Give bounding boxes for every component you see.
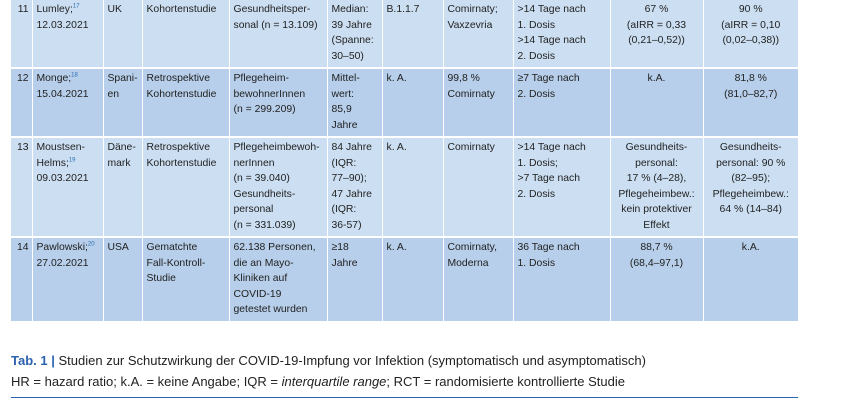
land-line: mark (107, 157, 131, 169)
author-line (37, 71, 99, 87)
eff2-line: k.A. (741, 242, 760, 253)
eff2-line: (82–95); (731, 173, 771, 184)
age-cell (327, 0, 382, 68)
eff2-cell (703, 0, 798, 68)
timepoint-line: >7 Tage nach (517, 173, 580, 184)
eff1-line: Effekt (643, 219, 670, 231)
table-row (11, 237, 798, 321)
timepoint-cell (513, 237, 610, 321)
design-line: Retrospektive (146, 142, 211, 153)
author-line: Moustsen- (36, 142, 86, 153)
eff1-line: (0,21–0,52)) (628, 35, 685, 46)
variant-line: k. A. (386, 142, 407, 153)
author-cell (32, 237, 103, 321)
row-number: 14 (16, 242, 29, 253)
author-line: 09.03.2021 (36, 173, 89, 184)
table-row (11, 0, 798, 68)
author-line (37, 240, 99, 256)
age-line: 39 Jahre (331, 19, 372, 31)
age-line: (IQR: (331, 204, 357, 215)
eff1-line: (aIRR = 0,33 (626, 19, 687, 31)
land-line: en (107, 88, 120, 100)
caption-bottom-rule (11, 397, 798, 398)
timepoint-line: 1. Dosis (517, 257, 556, 269)
eff2-line: (0,02–0,38)) (722, 35, 780, 46)
caption-title: Studien zur Schutzwirkung der COVID-19-Impfung vor Infektion (symptomatisch und asymptomatisch) (58, 353, 646, 368)
author-name: Pawlowski; (36, 242, 88, 253)
vaccine-cell (443, 0, 513, 68)
author-line (37, 2, 99, 18)
land-cell (103, 68, 142, 137)
eff1-line: 17 % (4–28), (626, 173, 687, 184)
population-line: (n = 331.039) (233, 219, 296, 231)
land-line: Spani- (107, 73, 138, 84)
age-cell (327, 137, 382, 237)
eff1-line: 88,7 % (640, 242, 673, 253)
table-row (11, 68, 798, 137)
caption-title-line (11, 350, 798, 371)
author-line (37, 156, 99, 172)
caption-abbrev-after: ; RCT = randomisierte kontrollierte Studie (386, 374, 625, 389)
population-line: Gesundheitsper- (233, 4, 311, 15)
population-line: Gesundheits- (233, 188, 296, 200)
vaccine-line: Comirnaty (447, 88, 495, 100)
eff1-line: k.A. (647, 73, 666, 84)
eff1-cell (610, 237, 703, 321)
eff2-line: (aIRR = 0,10 (721, 19, 781, 31)
author-line: 15.04.2021 (36, 88, 89, 100)
population-cell (229, 0, 327, 68)
eff1-line: Pflegeheimbew.: (618, 188, 695, 200)
age-line: 84 Jahre (331, 142, 372, 153)
row-number-cell (11, 237, 32, 321)
variant-line: k. A. (386, 242, 407, 253)
land-line: USA (107, 242, 129, 253)
reference-number: 18 (71, 72, 78, 79)
author-line: 12.03.2021 (36, 19, 89, 31)
timepoint-line: 1. Dosis (517, 19, 556, 31)
design-cell (142, 0, 229, 68)
land-line: Däne- (107, 142, 136, 153)
variant-cell (382, 237, 443, 321)
age-line: 36-57) (331, 219, 362, 231)
age-line: (IQR: (331, 157, 357, 169)
eff2-line: personal: 90 % (716, 157, 786, 169)
age-line: 85,9 (331, 104, 352, 115)
design-line: Kohortenstudie (146, 4, 217, 15)
population-line: Pflegeheimbewoh- (233, 142, 320, 153)
timepoint-line: 1. Dosis; (517, 157, 558, 169)
population-cell (229, 237, 327, 321)
vaccine-cell (443, 237, 513, 321)
timepoint-cell (513, 137, 610, 237)
variant-cell (382, 137, 443, 237)
eff2-cell (703, 68, 798, 137)
author-line: 27.02.2021 (36, 257, 89, 269)
timepoint-line: 2. Dosis (517, 88, 556, 100)
eff1-cell (610, 68, 703, 137)
design-line: Gematchte (146, 242, 198, 253)
eff1-cell (610, 137, 703, 237)
caption-separator: | (51, 353, 55, 368)
design-line: Fall-Kontroll- (146, 257, 206, 269)
eff1-cell (610, 0, 703, 68)
eff2-cell (703, 137, 798, 237)
eff2-line: 64 % (14–84) (719, 204, 782, 215)
timepoint-cell (513, 68, 610, 137)
age-line: Jahre (331, 119, 358, 131)
age-cell (327, 237, 382, 321)
population-cell (229, 68, 327, 137)
variant-cell (382, 0, 443, 68)
eff2-line: Pflegeheimbew.: (712, 188, 789, 200)
vaccine-line: 99,8 % (447, 73, 480, 84)
design-cell (142, 237, 229, 321)
study-table (11, 0, 798, 321)
reference-number: 20 (87, 241, 95, 248)
eff2-line: 90 % (738, 4, 763, 15)
study-table-container (11, 0, 798, 321)
variant-line: B.1.1.7 (386, 4, 420, 15)
population-line: Kliniken auf (233, 273, 288, 284)
eff2-line: (81,0–82,7) (724, 88, 778, 100)
population-line: personal (233, 204, 274, 215)
age-line: 30–50) (331, 50, 364, 62)
age-line: wert: (331, 88, 355, 100)
timepoint-line: >14 Tage nach (517, 4, 586, 15)
author-name: Monge; (36, 73, 72, 84)
vaccine-cell (443, 137, 513, 237)
timepoint-line: 2. Dosis (517, 50, 556, 62)
timepoint-line: >14 Tage nach (517, 142, 586, 153)
age-line: (Spanne: (331, 35, 374, 46)
design-line: Kohortenstudie (146, 157, 217, 169)
population-line: getestet wurden (233, 304, 308, 315)
row-number: 12 (16, 73, 29, 84)
timepoint-line: 2. Dosis (517, 188, 556, 200)
eff2-cell (703, 237, 798, 321)
design-cell (142, 137, 229, 237)
population-line: die an Mayo- (233, 257, 294, 269)
vaccine-line: Comirnaty (447, 142, 495, 153)
vaccine-line: Comirnaty; (447, 4, 498, 15)
author-cell (32, 0, 103, 68)
population-line: bewohnerInnen (233, 88, 306, 100)
vaccine-line: Comirnaty, (447, 242, 497, 253)
population-line: (n = 299.209) (233, 104, 296, 115)
caption-abbrev-italic: interquartile range (281, 374, 387, 389)
timepoint-line: >14 Tage nach (517, 35, 586, 46)
eff1-line: 67 % (644, 4, 669, 15)
eff1-line: personal: (635, 157, 678, 169)
population-line: (n = 39.040) (233, 173, 290, 184)
population-line: Pflegeheim- (233, 73, 289, 84)
caption-table-label: Tab. 1 (11, 353, 48, 368)
design-line: Retrospektive (146, 73, 211, 84)
timepoint-line: ≥7 Tage nach (517, 73, 580, 84)
variant-line: k. A. (386, 73, 407, 84)
design-cell (142, 68, 229, 137)
population-line: COVID-19 (233, 288, 282, 300)
row-number-cell (11, 137, 32, 237)
eff1-line: Gesundheits- (625, 142, 688, 153)
author-name: Helms; (36, 157, 69, 169)
design-line: Studie (146, 273, 176, 284)
eff1-line: kein protektiver (621, 204, 692, 215)
row-number-cell (11, 68, 32, 137)
reference-number: 19 (68, 157, 76, 164)
population-cell (229, 137, 327, 237)
age-line: 47 Jahre (331, 188, 372, 200)
population-line: 62.138 Personen, (233, 242, 316, 253)
row-number: 11 (17, 4, 29, 15)
land-cell (103, 0, 142, 68)
population-line: sonal (n = 13.109) (233, 19, 318, 31)
eff1-line: (68,4–97,1) (629, 257, 684, 269)
land-cell (103, 237, 142, 321)
table-caption (11, 350, 798, 392)
row-number: 13 (16, 142, 29, 153)
caption-abbreviations (11, 371, 798, 392)
land-cell (103, 137, 142, 237)
variant-cell (382, 68, 443, 137)
age-line: 77–90); (331, 173, 367, 184)
population-line: nerInnen (233, 157, 275, 169)
design-line: Kohortenstudie (146, 88, 217, 100)
age-line: Mittel- (331, 73, 360, 84)
land-line: UK (107, 4, 122, 15)
reference-number: 17 (72, 3, 80, 10)
vaccine-line: Moderna (447, 257, 489, 269)
author-cell (32, 137, 103, 237)
age-line: Median: (331, 4, 369, 15)
timepoint-line: 36 Tage nach (517, 242, 580, 253)
age-line: ≥18 Jahre (331, 242, 358, 269)
author-cell (32, 68, 103, 137)
caption-abbrev-before: HR = hazard ratio; k.A. = keine Angabe; IQR = (11, 374, 282, 389)
eff2-line: Gesundheits- (719, 142, 782, 153)
row-number-cell (11, 0, 32, 68)
timepoint-cell (513, 0, 610, 68)
age-cell (327, 68, 382, 137)
table-row (11, 137, 798, 237)
eff2-line: 81,8 % (734, 73, 767, 84)
vaccine-cell (443, 68, 513, 137)
vaccine-line: Vaxzevria (447, 19, 493, 31)
author-name: Lumley; (36, 4, 73, 15)
